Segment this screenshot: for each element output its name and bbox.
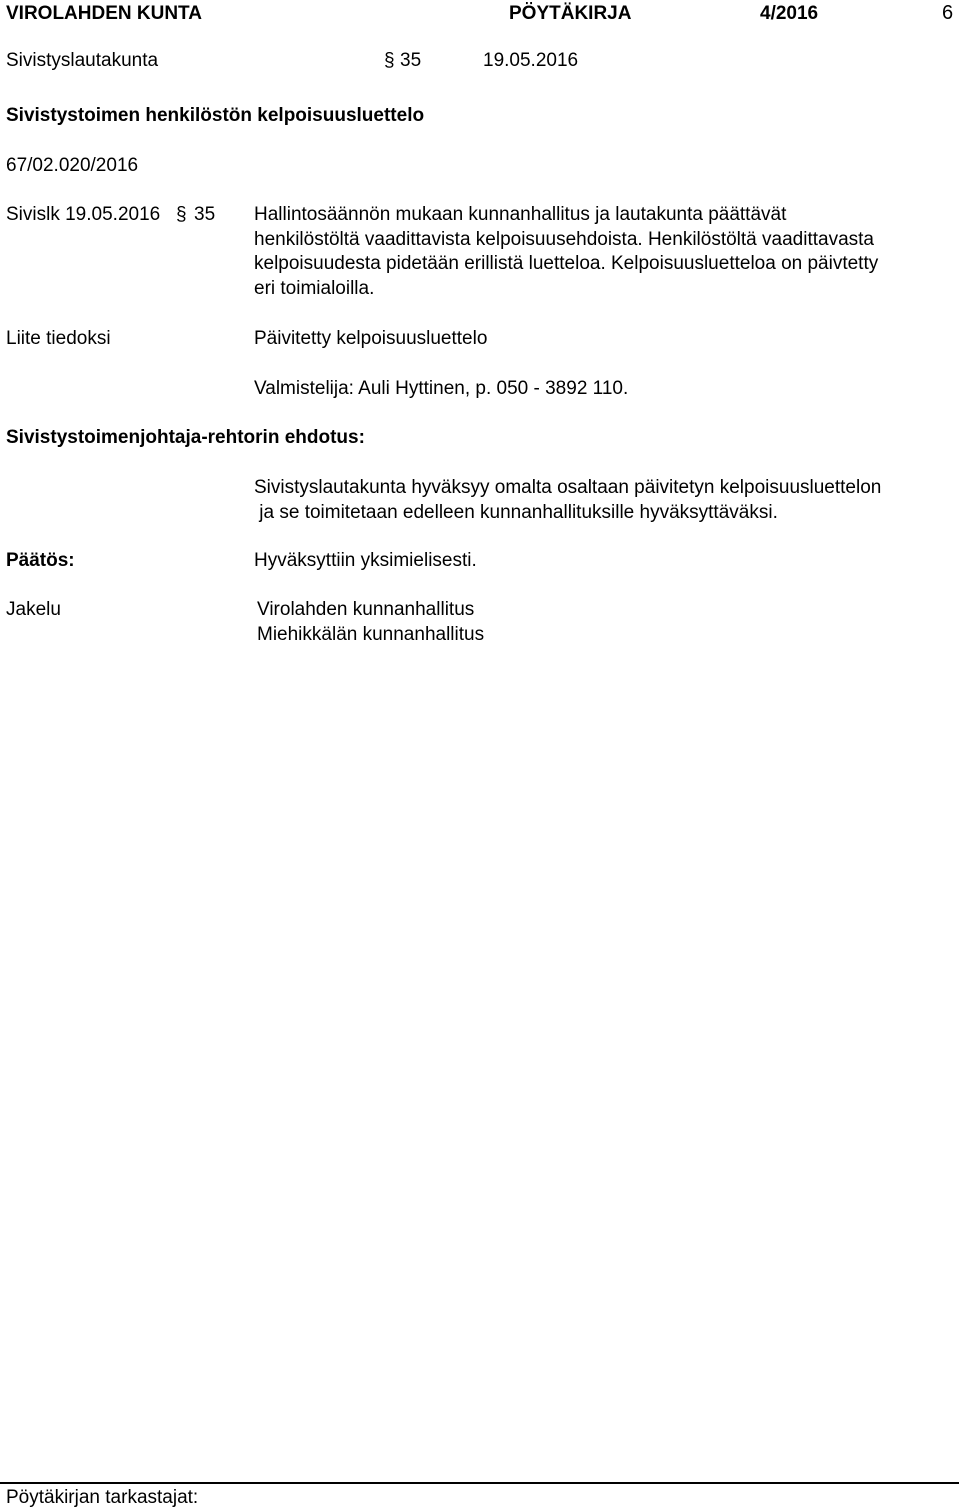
attachment-link[interactable]: Päivitetty kelpoisuusluettelo: [254, 328, 488, 349]
entry-body-line: eri toimialoilla.: [254, 277, 375, 299]
reference-number: 67/02.020/2016: [6, 155, 139, 176]
meeting-date: 19.05.2016: [483, 50, 579, 71]
distribution-label: Jakelu: [6, 599, 61, 620]
proposal-heading: Sivistystoimenjohtaja-rehtorin ehdotus:: [6, 427, 365, 448]
page-number: 6: [942, 2, 954, 24]
decision-label: Päätös:: [6, 550, 75, 571]
entry-body: [254, 203, 959, 301]
decision-value: Hyväksyttiin yksimielisesti.: [254, 550, 477, 571]
distribution-list: [257, 598, 960, 647]
entry-body-line: Hallintosäännön mukaan kunnanhallitus ja lautakunta päättävät: [254, 204, 787, 225]
entry-label: Sivislk 19.05.2016: [6, 204, 161, 225]
page-title: Sivistystoimen henkilöstön kelpoisuusluettelo: [6, 105, 425, 126]
distribution-recipient: Miehikkälän kunnanhallitus: [257, 623, 485, 645]
proposal-body: [254, 476, 959, 525]
header-section-sign: §: [384, 50, 395, 71]
footer-inspectors-label: Pöytäkirjan tarkastajat:: [6, 1487, 199, 1508]
footer-divider: [0, 1482, 959, 1484]
entry-section-number: 35: [194, 204, 216, 225]
municipality-name: VIROLAHDEN KUNTA: [6, 3, 202, 24]
distribution-recipient: Virolahden kunnanhallitus: [257, 599, 475, 620]
entry-body-line: kelpoisuudesta pidetään erillistä luetteloa. Kelpoisuusluetteloa on päivtetty: [254, 253, 879, 274]
board-name: Sivistyslautakunta: [6, 50, 159, 71]
document-type: PÖYTÄKIRJA: [509, 3, 632, 24]
preparer-info: Valmistelija: Auli Hyttinen, p. 050 - 3892 110.: [254, 378, 629, 399]
proposal-line: Sivistyslautakunta hyväksyy omalta osaltaan päivitetyn kelpoisuusluettelon: [254, 477, 882, 498]
issue-number: 4/2016: [760, 3, 819, 24]
entry-body-line: henkilöstöltä vaadittavista kelpoisuusehdoista. Henkilöstöltä vaadittavasta: [254, 228, 874, 250]
header-section-number: 35: [400, 50, 422, 71]
attachment-label: Liite tiedoksi: [6, 328, 111, 349]
proposal-line: ja se toimitetaan edelleen kunnanhallituksille hyväksyttäväksi.: [254, 501, 778, 523]
entry-section-sign: §: [176, 204, 187, 225]
